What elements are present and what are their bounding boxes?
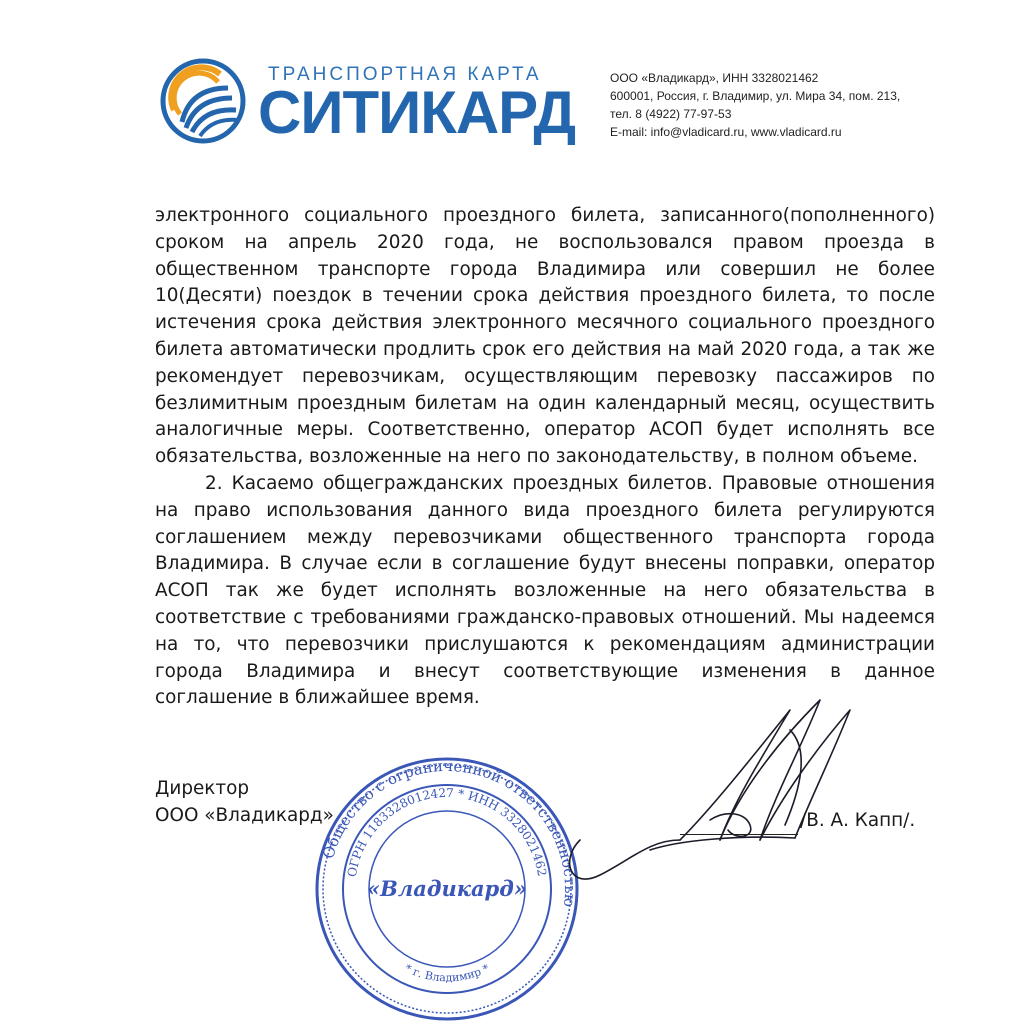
logo-title: СИТИКАРД: [258, 79, 576, 146]
stamp-outer-text: Общество с ограниченной ответственностью: [319, 756, 580, 908]
signature-line: [680, 834, 798, 835]
signatory-title: [155, 775, 334, 829]
requisites-address-line: 600001, Россия, г. Владимир, ул. Мира 34, пом. 213,: [610, 89, 901, 103]
signatory-organization: ООО «Владикард»: [155, 805, 334, 826]
letterhead: [0, 0, 1015, 160]
requisites-email-line: E-mail: info@vladicard.ru, www.vladicard.ru: [610, 125, 842, 139]
handwritten-signature: [560, 690, 880, 900]
logo-subtitle: ТРАНСПОРТНАЯ КАРТА: [268, 64, 542, 85]
signatory-position: Директор: [155, 778, 250, 799]
letter-body: [155, 203, 935, 712]
paragraph-item-2: 2. Касаемо общегражданских проездных билетов. Правовые отношения на право использования данного вида проездного билета регулируются соглашением между перевозчиками общественного транспорта города Владимира. В случае если в соглашение будут внесены поправки, оператор АСОП так же будет исполнять возложенные на него обязательства в соответствие с требованиями гражданско-правовых отношений. Мы надеемся на то, что перевозчики прислушаются к рекомендациям администрации города Владимира и внесут соответствующие изменения в данное соглашение в ближайшее время.: [155, 472, 935, 709]
company-requisites: [610, 69, 900, 141]
citicard-logo-icon: [160, 58, 246, 144]
stamp-center-text: «Владикард»: [367, 876, 527, 901]
company-seal-stamp: [312, 754, 582, 1024]
signer-name: /В. А. Капп/.: [800, 810, 916, 831]
requisites-company-line: ООО «Владикард», ИНН 3328021462: [610, 71, 819, 85]
paragraph-continuation: электронного социального проездного билета, записанного(пополненного) сроком на апрель 2020 года, не воспользовался правом проезда в общественном транспорте города Владимира или совершил не более 10(Десяти) поездок в течении срока действия проездного билета, то после истечения срока действия электронного месячного социального проездного билета автоматически продлить срок его действия на май 2020 года, а так же рекомендует перевозчикам, осуществляющим перевозку пассажиров по безлимитным проездным билетам на один календарный месяц, осуществить аналогичные меры. Соответственно, оператор АСОП будет исполнять все обязательства, возложенные на него по законодательству, в полном объеме.: [155, 205, 935, 468]
requisites-phone-line: тел. 8 (4922) 77-97-53: [610, 107, 732, 121]
stamp-bottom-text: * г. Владимир *: [402, 961, 492, 985]
stamp-inner-text: ОГРН 1183328012427 * ИНН 3328021462: [344, 785, 550, 878]
